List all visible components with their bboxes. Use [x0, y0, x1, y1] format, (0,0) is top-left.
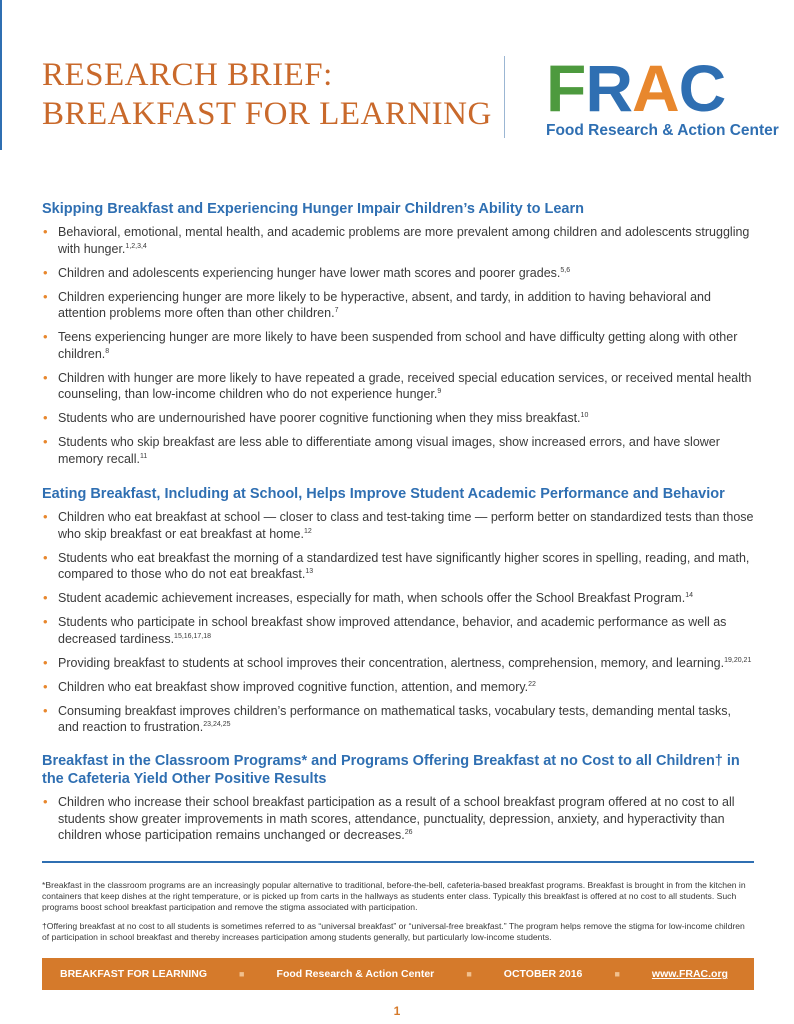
page-number: 1: [393, 1004, 401, 1018]
item-text: Providing breakfast to students at school improves their concentration, alertness, comprehension, memory, and learning.: [58, 655, 725, 670]
list-item: [42, 329, 754, 362]
title-line-2: BREAKFAST FOR LEARNING: [42, 96, 492, 132]
footer-label: BREAKFAST FOR LEARNING: [60, 968, 207, 980]
logo-letter-f: F: [546, 51, 586, 125]
item-text: Consuming breakfast improves children’s performance on mathematical tasks, vocabulary tests, demanding mental tasks, and reaction to frustration.: [58, 703, 731, 734]
footnote-divider: [42, 861, 754, 863]
bullet-icon: •: [43, 509, 48, 524]
logo-subtitle: Food Research & Action Center: [546, 122, 779, 139]
item-refs: 5,6: [560, 266, 571, 274]
list-item: [42, 614, 754, 647]
item-text: Children experiencing hunger are more likely to be hyperactive, absent, and tardy, in addition to having behavioral and attention problems more often than other children.: [58, 289, 711, 320]
bullet-icon: •: [43, 549, 48, 565]
bullet-icon: •: [43, 288, 48, 304]
footnote-universal: †Offering breakfast at no cost to all students is sometimes referred to as “universal breakfast” or “universal-free breakfast.” The program helps remove the stigma for low-income children of participation in school breakfast and thereby increases participation among students generally, but particularly low-income students.: [42, 921, 745, 942]
item-refs: 11: [139, 452, 148, 460]
bullet-list: [42, 509, 754, 736]
item-refs: 13: [305, 567, 314, 575]
section-skipping-breakfast: [42, 200, 754, 475]
item-refs: 14: [685, 591, 693, 599]
frac-logo: [546, 51, 779, 144]
list-item: [42, 265, 754, 282]
item-refs: 26: [404, 828, 413, 836]
list-item: [42, 509, 754, 542]
list-item: [42, 679, 754, 696]
item-text: Students who eat breakfast the morning of a standardized test have significantly higher scores in spelling, reading, and math, compared to those who do not eat breakfast.: [58, 550, 750, 581]
item-text: Children and adolescents experiencing hunger have lower math scores and poorer grades.: [58, 265, 561, 280]
list-item: [42, 655, 754, 672]
section-heading: Eating Breakfast, Including at School, Helps Improve Student Academic Performance and Behavior: [42, 486, 725, 502]
bullet-icon: •: [43, 410, 48, 425]
item-text: Children with hunger are more likely to have repeated a grade, received special education services, or received mental health counseling, than low-income children who do not experience hunger.: [58, 370, 752, 401]
footer-url-link[interactable]: www.FRAC.org: [651, 968, 728, 980]
logo-letter-a: A: [632, 51, 679, 125]
bullet-list: [42, 794, 754, 844]
bullet-icon: •: [43, 264, 48, 280]
page-title: [42, 56, 492, 134]
section-heading: Skipping Breakfast and Experiencing Hunger Impair Children’s Ability to Learn: [42, 201, 584, 217]
item-text: Children who increase their school breakfast participation as a result of a school breakfast program offered at no cost to all students show greater improvements in math scores, attendance, punctuality, depression, anxiety, and hyperactivity than children whose participation remains unchanged or decreases.: [58, 795, 735, 842]
list-item: [42, 434, 754, 467]
list-item: [42, 370, 754, 403]
section-classroom-programs: [42, 752, 754, 851]
item-refs: 23,24,25: [203, 720, 231, 728]
bullet-icon: •: [43, 614, 48, 629]
bullet-icon: •: [43, 224, 48, 239]
item-refs: 8: [105, 347, 110, 355]
bullet-icon: •: [43, 794, 48, 809]
logo-letter-c: C: [678, 51, 726, 125]
footer-org: Food Research & Action Center: [276, 968, 435, 980]
square-icon: ■: [239, 969, 245, 979]
left-edge-rule: [0, 0, 2, 150]
item-text: Behavioral, emotional, mental health, and academic problems are more prevalent among children and adolescents struggling with hunger.: [58, 225, 750, 256]
item-refs: 12: [303, 527, 312, 535]
footer-band: [42, 958, 754, 990]
list-item: [42, 550, 754, 583]
item-text: Teens experiencing hunger are more likely to have been suspended from school and have difficulty getting along with other children.: [58, 330, 738, 361]
bullet-icon: •: [43, 434, 48, 449]
header-divider: [504, 56, 505, 138]
bullet-icon: •: [43, 654, 48, 670]
item-refs: 7: [334, 306, 339, 314]
bullet-icon: •: [43, 678, 48, 694]
bullet-icon: •: [43, 590, 48, 605]
item-text: Students who skip breakfast are less able to differentiate among visual images, show increased errors, and have slower memory recall.: [58, 435, 720, 466]
list-item: [42, 703, 754, 736]
footer-date: OCTOBER 2016: [503, 968, 583, 980]
bullet-icon: •: [43, 369, 48, 385]
item-text: Students who are undernourished have poorer cognitive functioning when they miss breakfast.: [58, 411, 581, 425]
square-icon: ■: [466, 969, 472, 979]
item-text: Children who eat breakfast show improved cognitive function, attention, and memory.: [58, 679, 529, 694]
list-item: [42, 590, 754, 607]
item-refs: 10: [580, 411, 589, 419]
item-text: Student academic achievement increases, especially for math, when schools offer the School Breakfast Program.: [58, 591, 686, 605]
logo-letter-r: R: [585, 51, 632, 125]
item-refs: 1,2,3,4: [125, 242, 147, 250]
item-text: Students who participate in school breakfast show improved attendance, behavior, and academic performance as well as decreased tardiness.: [58, 615, 727, 646]
section-eating-breakfast: [42, 485, 754, 743]
section-heading: Breakfast in the Classroom Programs* and Programs Offering Breakfast at no Cost to all Children† in the Cafeteria Yield Other Positive Results: [42, 753, 740, 787]
list-item: [42, 410, 754, 427]
bullet-list: [42, 224, 754, 467]
bullet-icon: •: [43, 702, 48, 718]
logo-letters: [546, 51, 761, 125]
list-item: [42, 794, 754, 844]
item-text: Children who eat breakfast at school — closer to class and test-taking time — perform better on standardized tests than those who skip breakfast or eat breakfast at home.: [58, 510, 754, 541]
item-refs: 15,16,17,18: [174, 632, 212, 640]
bullet-icon: •: [43, 329, 48, 344]
square-icon: ■: [614, 969, 620, 979]
footnote-classroom: *Breakfast in the classroom programs are an increasingly popular alternative to traditional, before-the-bell, cafeteria-based breakfast programs. Breakfast is brought in from the kitchen in containers that keep dishes at the right temperature, or is picked up from carts in the hallways as students enter class. Typically this breakfast is offered at no cost to all students. Such programs boost school breakfast participation and remove the stigma associated with participation.: [42, 880, 746, 912]
list-item: [42, 224, 754, 257]
item-refs: 22: [528, 680, 536, 688]
item-refs: 19,20,21: [724, 656, 752, 664]
title-line-1: RESEARCH BRIEF:: [42, 57, 333, 93]
item-refs: 9: [437, 387, 442, 395]
list-item: [42, 289, 754, 322]
